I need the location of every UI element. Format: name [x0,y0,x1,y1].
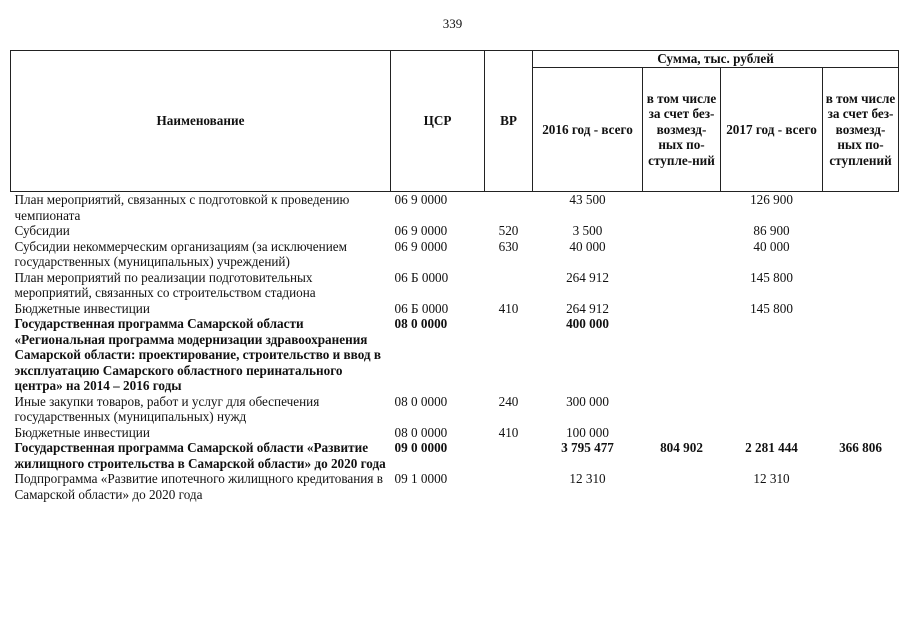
row-total-2016: 3 795 477 [561,440,614,455]
row-incl-2016 [643,192,721,224]
row-incl-2017 [823,301,899,317]
header-incl-2017: в том числе за счет без-возмезд-ных по-ступлений [823,68,899,192]
row-csr: 06 9 0000 [394,238,448,254]
row-incl-2017: 366 806 [839,440,882,455]
row-total-2017: 40 000 [753,238,790,254]
row-total-2016: 12 310 [569,471,606,486]
row-incl-2016 [643,223,721,239]
row-csr: 08 0 0000 [394,393,448,409]
row-csr: 08 0 0000 [394,316,448,331]
row-vr: 410 [498,424,519,440]
header-csr: ЦСР [391,51,485,192]
row-total-2017: 12 310 [753,471,790,486]
row-vr: 520 [498,223,519,238]
row-csr: 06 9 0000 [394,223,448,238]
row-total-2016: 300 000 [566,393,609,409]
row-vr: 630 [498,238,519,254]
header-sum-group: Сумма, тыс. рублей [533,51,899,68]
row-name: План мероприятий по реализации подготовительных мероприятий, связанных со строительством стадиона [14,269,316,300]
table-body [11,192,899,503]
header-incl-2016: в том числе за счет без-возмезд-ных по-ступле-ний [643,68,721,192]
row-total-2017 [721,394,823,425]
row-incl-2016 [643,239,721,270]
row-vr [485,471,533,502]
row-csr: 08 0 0000 [394,424,448,440]
header-name: Наименование [11,51,391,192]
row-total-2017 [721,316,823,394]
row-csr: 09 0 0000 [394,440,448,455]
row-incl-2016 [643,270,721,301]
row-total-2016: 100 000 [566,424,609,440]
row-total-2016: 43 500 [569,192,606,207]
row-vr [485,440,533,471]
table-row [11,394,899,425]
row-name: Бюджетные инвестиции [14,300,150,316]
row-incl-2017 [823,425,899,441]
row-vr: 410 [498,300,519,316]
table-row [11,192,899,224]
row-total-2016: 3 500 [572,223,603,238]
table-row [11,316,899,394]
table-row [11,440,899,471]
header-vr: ВР [485,51,533,192]
row-total-2017: 145 800 [750,300,793,316]
row-name: Государственная программа Самарской области «Развитие жилищного строительства в Самарской области» до 2020 года [14,440,386,471]
table-row [11,239,899,270]
row-csr: 09 1 0000 [394,471,448,486]
page-number: 339 [442,16,463,31]
row-incl-2017 [823,239,899,270]
table-row [11,223,899,239]
row-name: Бюджетные инвестиции [14,424,150,440]
row-incl-2016 [643,471,721,502]
header-total-2016: 2016 год - всего [533,68,643,192]
row-total-2016: 400 000 [566,316,609,331]
row-incl-2016 [643,301,721,317]
row-incl-2016 [643,316,721,394]
row-total-2017 [721,425,823,441]
table-header [11,51,899,192]
budget-table [10,50,899,502]
table-row [11,425,899,441]
row-incl-2017 [823,471,899,502]
row-csr: 06 9 0000 [394,192,448,207]
row-incl-2017 [823,270,899,301]
row-total-2017: 126 900 [750,192,793,207]
row-name: Подпрограмма «Развитие ипотечного жилищного кредитования в Самарской области» до 2020 года [14,471,383,502]
row-name: Иные закупки товаров, работ и услуг для обеспечения государственных (муниципальных) нужд [14,393,320,424]
row-total-2017: 2 281 444 [745,440,798,455]
row-total-2016: 40 000 [569,238,606,254]
row-incl-2016 [643,425,721,441]
row-vr [485,270,533,301]
row-total-2017: 145 800 [750,269,793,285]
row-incl-2017 [823,316,899,394]
row-name: Субсидии некоммерческим организациям (за исключением государственных (муниципальных) учреждений) [14,238,347,269]
row-total-2017: 86 900 [753,223,790,238]
row-csr: 06 Б 0000 [394,300,449,316]
table-row [11,301,899,317]
row-incl-2016: 804 902 [660,440,703,455]
header-total-2017: 2017 год - всего [721,68,823,192]
row-csr: 06 Б 0000 [394,269,449,285]
table-row [11,270,899,301]
row-vr [485,192,533,224]
row-name: Субсидии [14,223,70,238]
row-total-2016: 264 912 [566,300,609,316]
row-name: Государственная программа Самарской области «Региональная программа модернизации здравоохранения Самарской области: проектирование, строительство и ввод в эксплуатацию Самарского областного перинатального центра» на 2014 – 2016 годы [14,316,382,393]
row-vr: 240 [498,393,519,409]
row-name: План мероприятий, связанных с подготовкой к проведению чемпионата [14,192,350,223]
table-row [11,471,899,502]
row-incl-2017 [823,394,899,425]
row-incl-2016 [643,394,721,425]
row-incl-2017 [823,223,899,239]
row-total-2016: 264 912 [566,269,609,285]
row-incl-2017 [823,192,899,224]
row-vr [485,316,533,394]
